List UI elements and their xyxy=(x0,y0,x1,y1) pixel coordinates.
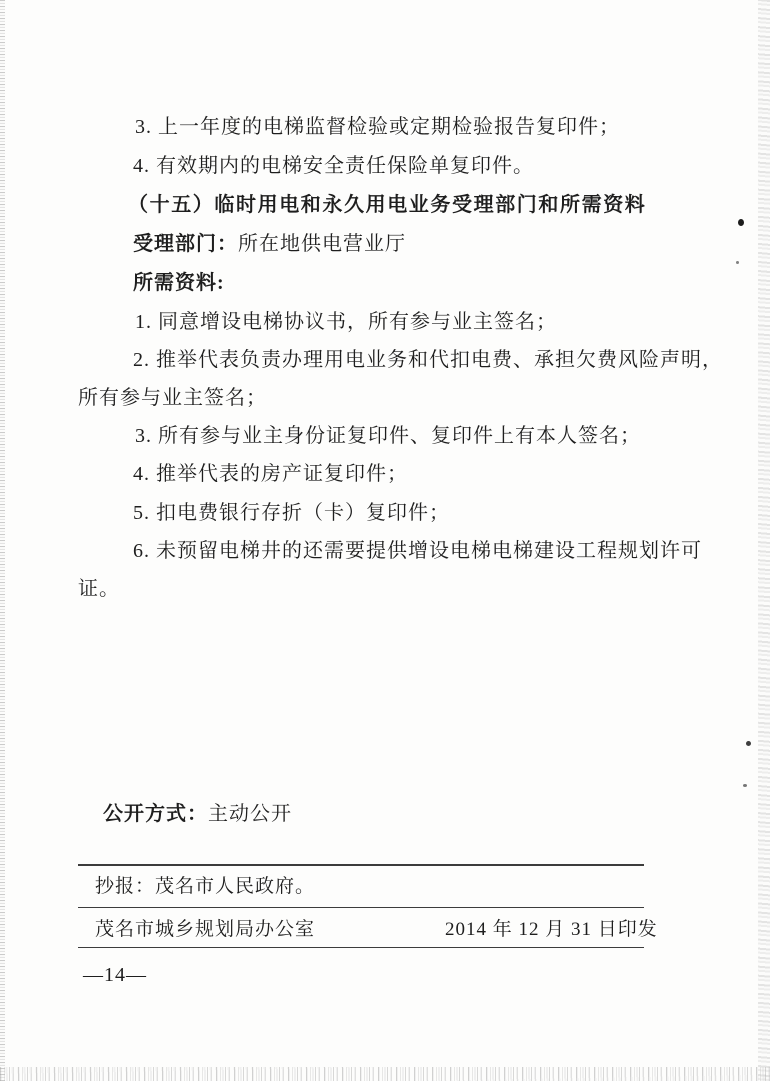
scan-edge-right xyxy=(758,0,770,1081)
scan-dot xyxy=(738,219,744,226)
doc-item-2: 2. 推举代表负责办理用电业务和代扣电费、承担欠费风险声明， xyxy=(133,349,723,371)
accepting-department-label: 受理部门： xyxy=(133,233,238,255)
accepting-department-value: 所在地供电营业厅 xyxy=(238,233,406,255)
doc-item-2-wrap: 所有参与业主签名； xyxy=(78,387,267,409)
publicity-method-label: 公开方式： xyxy=(103,803,208,825)
required-documents-label: 所需资料: xyxy=(133,272,225,294)
publicity-method-value: 主动公开 xyxy=(208,803,292,825)
footer-issuing-office: 茂名市城乡规划局办公室 xyxy=(95,919,316,940)
doc-item-3: 3. 所有参与业主身份证复印件、复印件上有本人签名； xyxy=(135,425,641,447)
footer-rule-middle xyxy=(78,907,644,908)
section-15-heading: （十五）临时用电和永久用电业务受理部门和所需资料 xyxy=(128,194,647,216)
doc-item-5: 5. 扣电费银行存折（卡）复印件； xyxy=(133,502,450,524)
page-number: —14— xyxy=(83,964,147,986)
footer-copy-to: 抄报：茂名市人民政府。 xyxy=(95,876,316,897)
prev-item-4: 4. 有效期内的电梯安全责任保险单复印件。 xyxy=(133,155,534,177)
scan-dot xyxy=(743,784,747,787)
footer-rule-top xyxy=(78,864,644,866)
doc-item-6: 6. 未预留电梯井的还需要提供增设电梯电梯建设工程规划许可 xyxy=(133,540,702,562)
scan-edge-bottom xyxy=(0,1067,770,1081)
publicity-method-line xyxy=(103,800,292,828)
scan-dot xyxy=(736,261,739,264)
scan-edge-left xyxy=(0,0,5,1081)
scan-dot xyxy=(746,741,751,746)
prev-item-3: 3. 上一年度的电梯监督检验或定期检验报告复印件； xyxy=(135,116,620,138)
doc-item-4: 4. 推举代表的房产证复印件； xyxy=(133,463,408,485)
doc-item-6-wrap: 证。 xyxy=(78,578,120,600)
doc-item-1: 1. 同意增设电梯协议书，所有参与业主签名； xyxy=(135,311,557,333)
footer-print-date: 2014 年 12 月 31 日印发 xyxy=(445,919,658,940)
footer-rule-bottom xyxy=(78,947,644,948)
accepting-department-line xyxy=(133,230,406,258)
